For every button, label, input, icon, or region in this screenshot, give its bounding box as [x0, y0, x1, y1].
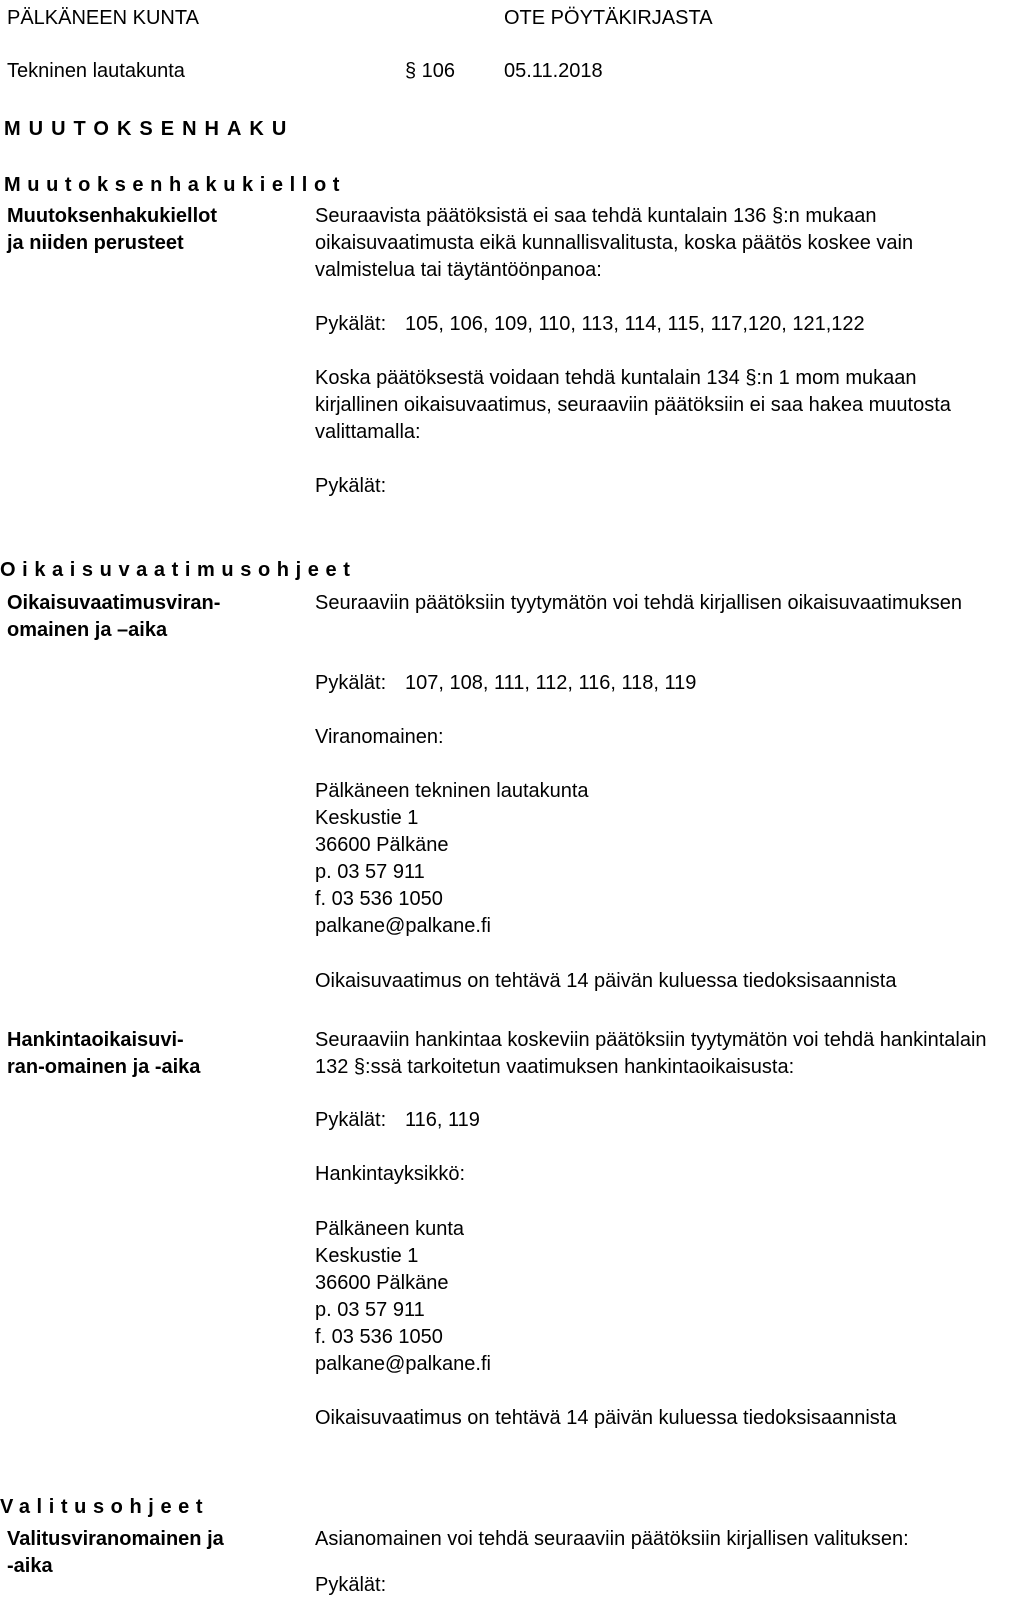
section-heading-appeal-bans: Muutoksenhakukiellot: [4, 174, 347, 196]
sections-label: Pykälät:: [315, 475, 387, 497]
sections-values: 105, 106, 109, 110, 113, 114, 115, 117,120, 121,122: [405, 313, 865, 335]
meeting-date: 05.11.2018: [504, 60, 603, 82]
document-type: OTE PÖYTÄKIRJASTA: [504, 7, 713, 29]
unit-email: palkane@palkane.fi: [315, 1353, 491, 1375]
municipality-name: PÄLKÄNEEN KUNTA: [7, 7, 199, 29]
appeal-paragraph: Asianomainen voi tehdä seuraaviin päätöksiin kirjallisen valituksen:: [315, 1528, 909, 1550]
side-label-line2: ran-omainen ja -aika: [7, 1056, 201, 1078]
sections-label: Pykälät:: [315, 313, 387, 335]
unit-street: Keskustie 1: [315, 1245, 419, 1267]
page-title: MUUTOKSENHAKU: [4, 118, 295, 140]
authority-label: Viranomainen:: [315, 726, 444, 748]
side-label-line1: Muutoksenhakukiellot: [7, 205, 218, 227]
side-label-line1: Oikaisuvaatimusviran-: [7, 592, 221, 614]
sections-values: 116, 119: [405, 1109, 480, 1131]
authority-postal: 36600 Pälkäne: [315, 834, 449, 856]
appeal-ban-paragraph: Seuraavista päätöksistä ei saa tehdä kuntalain 136 §:n mukaan oikaisuvaatimusta eikä kunnallisvalitusta, koska päätös koskee vain valmistelua tai täytäntöönpanoa:: [315, 205, 914, 281]
section-number: § 106: [405, 60, 456, 82]
board-name: Tekninen lautakunta: [7, 60, 185, 82]
sections-label: Pykälät:: [315, 1109, 387, 1131]
procurement-paragraph: Seuraaviin hankintaa koskeviin päätöksiin tyytymätön voi tehdä hankintalain 132 §:ssä tarkoitetun vaatimuksen hankintaoikaisusta:: [315, 1029, 987, 1078]
side-label-line2: omainen ja –aika: [7, 619, 168, 641]
authority-street: Keskustie 1: [315, 807, 419, 829]
unit-phone: p. 03 57 911: [315, 1299, 425, 1321]
sections-values: 107, 108, 111, 112, 116, 118, 119: [405, 672, 697, 694]
section-heading-appeal-instructions: Valitusohjeet: [0, 1496, 210, 1518]
side-label-line2: -aika: [7, 1555, 53, 1577]
side-label-line2: ja niiden perusteet: [7, 232, 184, 254]
deadline-text: Oikaisuvaatimus on tehtävä 14 päivän kuluessa tiedoksisaannista: [315, 1407, 897, 1429]
claim-instructions-paragraph: Seuraaviin päätöksiin tyytymätön voi tehdä kirjallisen oikaisuvaatimuksen: [315, 592, 962, 614]
sections-label: Pykälät:: [315, 672, 387, 694]
authority-phone: p. 03 57 911: [315, 861, 425, 883]
authority-name: Pälkäneen tekninen lautakunta: [315, 780, 589, 802]
unit-fax: f. 03 536 1050: [315, 1326, 443, 1348]
unit-postal: 36600 Pälkäne: [315, 1272, 449, 1294]
authority-fax: f. 03 536 1050: [315, 888, 443, 910]
procurement-unit-label: Hankintayksikkö:: [315, 1163, 466, 1185]
section-heading-claim-instructions: Oikaisuvaatimusohjeet: [0, 559, 357, 581]
side-label-line1: Valitusviranomainen ja: [7, 1528, 224, 1550]
claim-paragraph: Koska päätöksestä voidaan tehdä kuntalain 134 §:n 1 mom mukaan kirjallinen oikaisuvaatimus, seuraaviin päätöksiin ei saa hakea muutosta valittamalla:: [315, 367, 951, 443]
unit-name: Pälkäneen kunta: [315, 1218, 465, 1240]
sections-label: Pykälät:: [315, 1574, 387, 1596]
authority-email: palkane@palkane.fi: [315, 915, 491, 937]
deadline-text: Oikaisuvaatimus on tehtävä 14 päivän kuluessa tiedoksisaannista: [315, 970, 897, 992]
side-label-line1: Hankintaoikaisuvi-: [7, 1029, 184, 1051]
